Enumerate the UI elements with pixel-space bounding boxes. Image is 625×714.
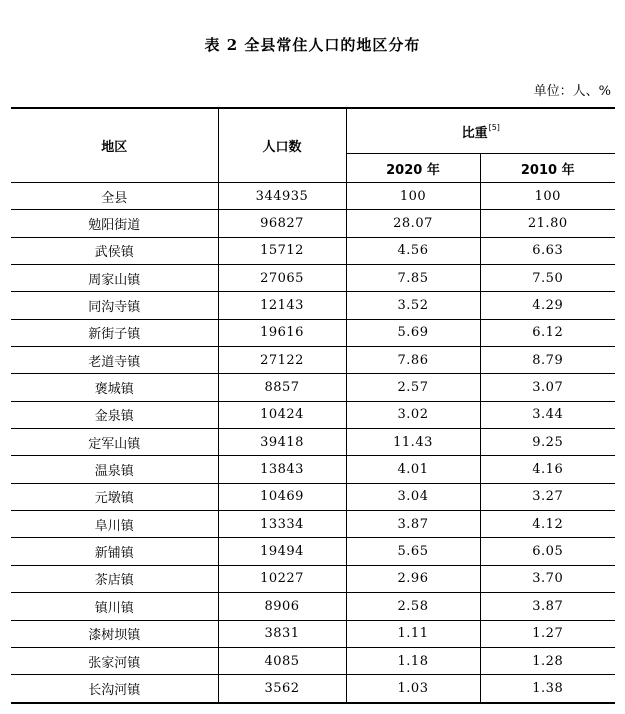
cell-region: 阜川镇	[11, 511, 218, 538]
cell-ratio-2010: 6.12	[480, 319, 615, 346]
cell-ratio-2020: 2.58	[346, 593, 480, 620]
table-row	[11, 319, 615, 346]
cell-ratio-2010: 6.05	[480, 538, 615, 565]
table-row	[11, 538, 615, 565]
table-row	[11, 429, 615, 456]
header-ratio-label: 比重	[461, 125, 488, 141]
table-row	[11, 347, 615, 374]
header-ratio	[346, 108, 615, 154]
cell-region: 元墩镇	[11, 483, 218, 510]
table-row	[11, 374, 615, 401]
cell-population: 3562	[218, 675, 346, 703]
cell-ratio-2020: 3.87	[346, 511, 480, 538]
cell-ratio-2010: 3.70	[480, 565, 615, 592]
cell-ratio-2010: 100	[480, 183, 615, 210]
cell-ratio-2020: 5.65	[346, 538, 480, 565]
cell-region: 勉阳街道	[11, 210, 218, 237]
table-row	[11, 675, 615, 703]
population-table	[11, 107, 615, 704]
cell-population: 19616	[218, 319, 346, 346]
cell-ratio-2020: 3.52	[346, 292, 480, 319]
unit-label: 单位：人、%	[533, 84, 611, 99]
table-row	[11, 210, 615, 237]
cell-ratio-2020: 100	[346, 183, 480, 210]
table-row	[11, 183, 615, 210]
cell-region: 张家河镇	[11, 647, 218, 674]
table-title: 表 2 全县常住人口的地区分布	[204, 36, 421, 54]
cell-ratio-2020: 5.69	[346, 319, 480, 346]
cell-region: 同沟寺镇	[11, 292, 218, 319]
cell-ratio-2020: 7.85	[346, 265, 480, 292]
table-body	[11, 183, 615, 703]
cell-ratio-2020: 7.86	[346, 347, 480, 374]
cell-population: 13843	[218, 456, 346, 483]
cell-ratio-2010: 9.25	[480, 429, 615, 456]
cell-ratio-2010: 3.27	[480, 483, 615, 510]
cell-ratio-2010: 1.38	[480, 675, 615, 703]
header-ratio-note: [5]	[488, 122, 500, 132]
cell-population: 10469	[218, 483, 346, 510]
cell-ratio-2010: 3.87	[480, 593, 615, 620]
cell-ratio-2020: 11.43	[346, 429, 480, 456]
cell-ratio-2020: 3.04	[346, 483, 480, 510]
cell-region: 褒城镇	[11, 374, 218, 401]
header-region: 地区	[11, 108, 218, 183]
cell-population: 39418	[218, 429, 346, 456]
cell-ratio-2020: 2.96	[346, 565, 480, 592]
table-row	[11, 620, 615, 647]
cell-population: 8857	[218, 374, 346, 401]
cell-ratio-2010: 4.16	[480, 456, 615, 483]
cell-population: 4085	[218, 647, 346, 674]
cell-population: 3831	[218, 620, 346, 647]
cell-ratio-2010: 1.27	[480, 620, 615, 647]
cell-region: 全县	[11, 183, 218, 210]
cell-ratio-2020: 4.56	[346, 237, 480, 264]
cell-region: 金泉镇	[11, 401, 218, 428]
cell-population: 15712	[218, 237, 346, 264]
cell-population: 10424	[218, 401, 346, 428]
cell-region: 温泉镇	[11, 456, 218, 483]
table-row	[11, 237, 615, 264]
header-year-2010: 2010 年	[480, 154, 615, 183]
cell-ratio-2010: 4.12	[480, 511, 615, 538]
cell-population: 13334	[218, 511, 346, 538]
table-row	[11, 292, 615, 319]
cell-ratio-2020: 4.01	[346, 456, 480, 483]
cell-population: 27122	[218, 347, 346, 374]
cell-region: 新街子镇	[11, 319, 218, 346]
table-row	[11, 565, 615, 592]
cell-population: 96827	[218, 210, 346, 237]
cell-ratio-2020: 1.18	[346, 647, 480, 674]
cell-population: 27065	[218, 265, 346, 292]
cell-population: 19494	[218, 538, 346, 565]
cell-region: 长沟河镇	[11, 675, 218, 703]
cell-ratio-2010: 7.50	[480, 265, 615, 292]
cell-population: 12143	[218, 292, 346, 319]
header-year-2020: 2020 年	[346, 154, 480, 183]
cell-population: 344935	[218, 183, 346, 210]
cell-region: 老道寺镇	[11, 347, 218, 374]
table-row	[11, 647, 615, 674]
table-row	[11, 456, 615, 483]
table-row	[11, 511, 615, 538]
cell-region: 漆树坝镇	[11, 620, 218, 647]
cell-ratio-2020: 2.57	[346, 374, 480, 401]
cell-ratio-2020: 28.07	[346, 210, 480, 237]
cell-region: 镇川镇	[11, 593, 218, 620]
cell-ratio-2010: 6.63	[480, 237, 615, 264]
cell-ratio-2010: 8.79	[480, 347, 615, 374]
cell-region: 茶店镇	[11, 565, 218, 592]
cell-ratio-2010: 4.29	[480, 292, 615, 319]
cell-ratio-2010: 21.80	[480, 210, 615, 237]
cell-population: 8906	[218, 593, 346, 620]
cell-region: 武侯镇	[11, 237, 218, 264]
cell-region: 定军山镇	[11, 429, 218, 456]
cell-ratio-2020: 1.11	[346, 620, 480, 647]
cell-ratio-2020: 1.03	[346, 675, 480, 703]
cell-region: 周家山镇	[11, 265, 218, 292]
table-row	[11, 265, 615, 292]
table-row	[11, 593, 615, 620]
cell-ratio-2010: 3.07	[480, 374, 615, 401]
table-row	[11, 483, 615, 510]
cell-ratio-2010: 3.44	[480, 401, 615, 428]
cell-population: 10227	[218, 565, 346, 592]
cell-region: 新铺镇	[11, 538, 218, 565]
cell-ratio-2020: 3.02	[346, 401, 480, 428]
table-row	[11, 401, 615, 428]
header-population: 人口数	[218, 108, 346, 183]
cell-ratio-2010: 1.28	[480, 647, 615, 674]
